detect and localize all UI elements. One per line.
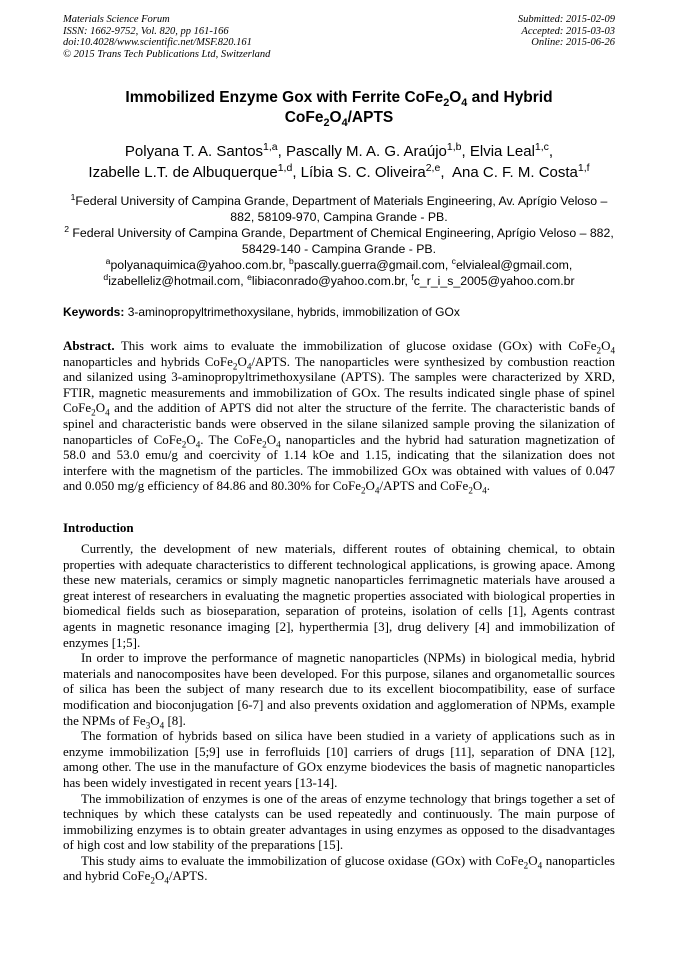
title-subscript: 2 [323, 117, 330, 130]
paragraph-subscript: 4 [159, 720, 165, 731]
abstract-subscript: 2 [468, 485, 473, 496]
journal-doi: doi:10.4028/www.scientific.net/MSF.820.161 [63, 37, 252, 48]
affiliation-2 [60, 225, 618, 257]
abstract-text: O [601, 338, 611, 353]
abstract-label: Abstract. [63, 338, 115, 353]
abstract-subscript: 4 [610, 345, 615, 356]
abstract-text: /APTS and CoFe [379, 478, 469, 494]
abstract-text: O [365, 478, 375, 494]
submitted-date: Submitted: 2015-02-09 [517, 14, 615, 25]
paragraph-subscript: 3 [145, 720, 151, 731]
paragraph-subscript: 2 [150, 876, 155, 887]
online-date: Online: 2015-06-26 [531, 37, 615, 48]
affiliation-1 [60, 193, 618, 225]
abstract-text: O [266, 431, 277, 447]
author-affiliation-marker: 2,e [425, 162, 441, 174]
paragraph [63, 650, 615, 731]
abstract-subscript: 2 [596, 345, 602, 356]
paragraph-text: [8]. [164, 712, 186, 728]
abstract-subscript: 4 [276, 439, 281, 450]
affiliations [60, 193, 618, 289]
title-text: and Hybrid [467, 89, 553, 106]
paragraph-subscript: 4 [164, 876, 169, 887]
affiliation-text: Federal University of Campina Grande, Department of Materials Engineering, Av. Aprígio Veloso – 882, 58109-970, Campina Grande - PB. [75, 194, 608, 224]
author-name: Izabelle L.T. de Albuquerque [88, 164, 278, 181]
title-subscript: 2 [443, 97, 450, 110]
paragraph: The formation of hybrids based on silica have been studied in a variety of applications such as in enzyme immobilization [5;9] use in ferrofluids [10] carriers of drugs [11], separation of DNA [12], among other. The use in the manufacture of GOx enzyme biodevices the basis of magnetic nanoparticles has been widely investigated in recent years [13-14]. [63, 728, 615, 790]
abstract-text: This work aims to evaluate the immobilization of glucose oxidase (GOx) with CoFe [114, 338, 597, 353]
email-marker: f [411, 271, 414, 282]
introduction-body [63, 541, 615, 887]
journal-header [63, 14, 270, 60]
abstract-text: nanoparticles and hybrids CoFe [63, 353, 233, 369]
abstract-text: O [95, 400, 106, 416]
section-heading-introduction: Introduction [63, 520, 134, 535]
abstract [63, 338, 615, 494]
email-address[interactable]: polyanaquimica@yahoo.com.br, [110, 258, 290, 272]
title-text: O [449, 89, 462, 106]
journal-name: Materials Science Forum [63, 14, 170, 25]
abstract-text: /APTS. The nanoparticles were synthesized by combustion reaction and silanized using 3-aminopropyltrimethoxysilane (APTS). The samples were characterized by XRD, FTIR, magnetic measurements and immobilization of GOx. The results indicated single phase of spinel CoFe [63, 353, 615, 416]
abstract-subscript: 2 [232, 361, 238, 372]
keywords-text: 3-aminopropyltrimethoxysilane, hybrids, immobilization of GOx [124, 305, 460, 319]
journal-issn: ISSN: 1662-9752, Vol. 820, pp 161-166 [63, 25, 229, 37]
paragraph-subscript: 4 [537, 860, 543, 871]
author-affiliation-marker: 1,d [277, 162, 293, 174]
email-marker: d [103, 271, 109, 282]
email-address[interactable]: pascally.guerra@gmail.com, [293, 258, 452, 272]
paragraph: Currently, the development of new materials, different routes of obtaining chemical, to obtain properties with adequate characteristics to different technological applications, is growing apace. Among these new materials, ceramics or simply magnetic nanoparticles ferrimagnetic materials have aroused a great interest of researchers in evaluating the magnetic properties associated with biological properties in biomedical fields such as bioseparation, separation of proteins, isolation of cells [1], Agents contrast agents in magnetic resonance imaging [2], hyperthermia [3], drug delivery [4] and immobilization of enzymes [1;5]. [63, 541, 615, 650]
paragraph-text: In order to improve the performance of magnetic nanoparticles (NPMs) in biological media, hybrid materials and nanocomposites have been developed. For this purpose, silanes and organometallic sources of silica has been the subject of many research due to its excellent biocompatibility, ease of surface modification and bioconjugation [6-7] and also prevents oxidation and agglomeration of NPMs, example the NPMs of Fe [63, 650, 615, 728]
abstract-text: O [237, 353, 247, 369]
abstract-subscript: 2 [181, 439, 187, 450]
paragraph: The immobilization of enzymes is one of the areas of enzyme technology that brings together a set of techniques by which these catalysts can be used repeatedly and continuously. The main purpose of immobilizing enzymes is to obtain greater advantages in using enzymes as opposed to the disadvantages of high cost and low stability of the preparations [15]. [63, 790, 615, 853]
title-subscript: 4 [461, 97, 468, 110]
abstract-text: . [486, 478, 491, 494]
author-affiliation-marker: 1,f [577, 162, 590, 174]
paper-title [60, 88, 618, 128]
title-text: CoFe [284, 109, 324, 126]
author-affiliation-marker: 1,a [263, 141, 278, 153]
author-name: Ana C. F. M. Costa [452, 164, 578, 181]
email-address[interactable]: c_r_i_s_2005@yahoo.com.br [413, 274, 575, 288]
title-text: O [329, 109, 342, 126]
email-marker: e [247, 271, 252, 282]
email-address[interactable]: libiaconrado@yahoo.com.br, [251, 274, 412, 288]
title-subscript: 4 [341, 117, 348, 130]
title-text: Immobilized Enzyme Gox with Ferrite CoFe [125, 89, 444, 106]
abstract-subscript: 2 [262, 439, 267, 450]
keywords-label: Keywords: [63, 305, 125, 319]
abstract-text: O [472, 478, 483, 494]
email-marker: c [451, 255, 456, 266]
paragraph-text: nanoparticles and hybrid CoFe [63, 852, 615, 884]
submission-dates [518, 14, 615, 49]
email-marker: b [289, 255, 294, 266]
affiliation-text: Federal University of Campina Grande, Department of Chemical Engineering, Aprígio Veloso – 882, 58429-140 - Campina Grande - PB. [72, 226, 614, 256]
title-text: /APTS [347, 109, 394, 126]
paragraph [63, 852, 615, 887]
abstract-subscript: 2 [360, 485, 366, 496]
accepted-date: Accepted: 2015-03-03 [521, 25, 615, 37]
paragraph-subscript: 2 [523, 860, 529, 871]
author-list: Polyana T. A. Santos$^{1,a}$, Pascally M. A. G. Araújo$^{1,b}$, Elvia Leal$^{1,c}$, Izabelle L.T. de Albuquerque$^{1,d}$, Líbia S. C. Oliveira$^{2,e}$, Ana C. F. M. Costa$^{1,f}$ [88, 141, 590, 181]
abstract-subscript: 2 [91, 407, 96, 418]
paragraph-text: O [150, 712, 160, 728]
abstract-subscript: 4 [246, 361, 252, 372]
paragraph-text: /APTS. [168, 868, 208, 884]
email-address[interactable]: izabelleliz@hotmail.com, [108, 274, 248, 288]
paragraph-text: This study aims to evaluate the immobilization of glucose oxidase (GOx) with CoFe [81, 852, 524, 868]
abstract-subscript: 4 [482, 485, 487, 496]
abstract-text: . The CoFe [200, 431, 263, 447]
email-address[interactable]: elvialeal@gmail.com, [455, 258, 573, 272]
affiliation-marker: 2 [64, 223, 69, 234]
email-marker: a [105, 255, 111, 266]
author-name: Pascally M. A. G. Araújo [286, 143, 447, 160]
paragraph-text: O [528, 852, 538, 868]
author-name: Polyana T. A. Santos [124, 143, 264, 160]
journal-copyright: © 2015 Trans Tech Publications Ltd, Switzerland [63, 48, 271, 60]
author-name: Líbia S. C. Oliveira [300, 164, 426, 181]
abstract-text: nanoparticles and the hybrid had saturation magnetization of 58.0 and 53.0 emu/g and coercivity of 1.14 kOe and 1.15, indicating that the silanization does not interfere with the magnetism of the particles. The immobilized GOx was obtained with values of 0.047 and 0.050 mg/g efficiency of 84.86 and 80.30% for CoFe [63, 431, 615, 494]
abstract-text: O [186, 431, 196, 447]
author-affiliation-marker: 1,c [534, 141, 549, 153]
abstract-subscript: 4 [195, 439, 201, 450]
abstract-text: and the addition of APTS did not alter the structure of the ferrite. The characteristic bands of spinel and characteristic bands were observed in the silane silanized sample proving the silanization of nanoparticles of CoFe [63, 400, 615, 447]
author-name: Elvia Leal [469, 143, 535, 160]
author-affiliation-marker: 1,b [446, 141, 462, 153]
affiliation-marker: 1 [70, 191, 76, 202]
abstract-subscript: 4 [374, 485, 380, 496]
abstract-subscript: 4 [105, 407, 110, 418]
keywords [63, 305, 460, 319]
paragraph-text: O [154, 868, 165, 884]
author-emails [60, 257, 618, 289]
